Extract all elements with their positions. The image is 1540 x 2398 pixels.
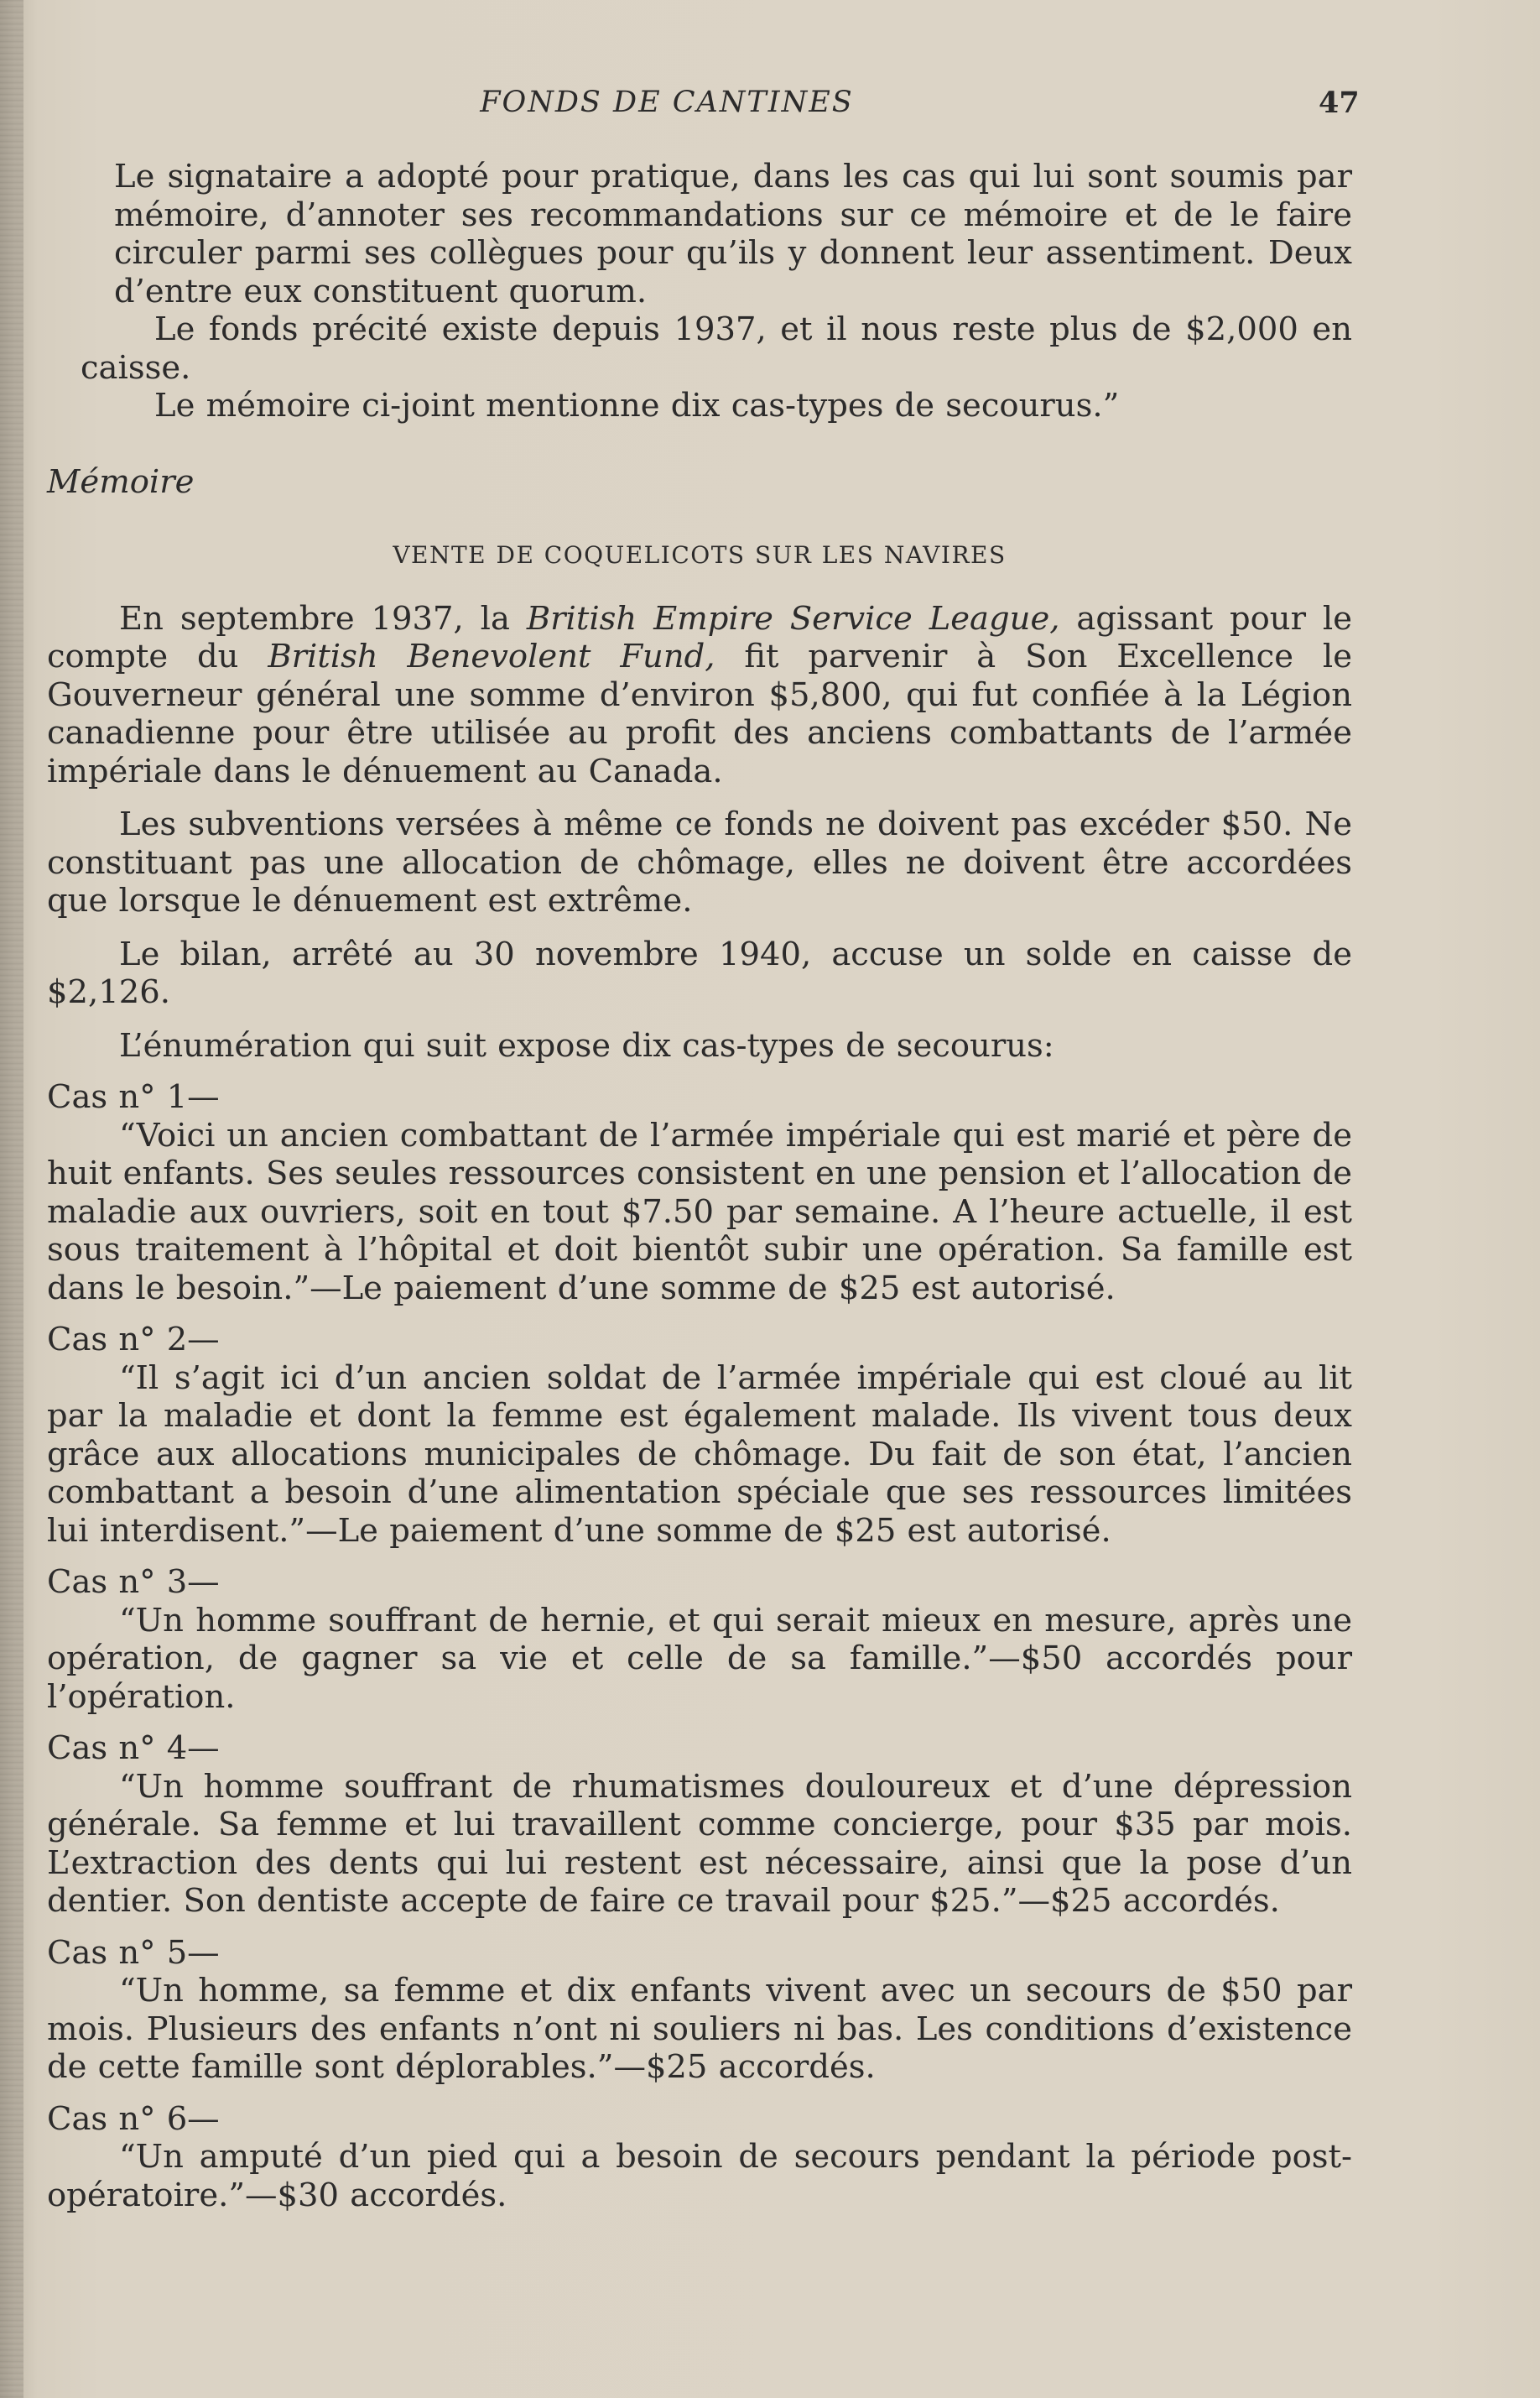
case-2-label: Cas n° 2— (47, 1321, 220, 1358)
case-4-text: “Un homme souffrant de rhumatismes douloureux et d’une dépression générale. Sa femme et lui travaillent comme concierge, pour $35 par mois. L’extraction des dents qui lui restent est nécessaire, ainsi que la pose d’un dentier. Son dentiste accepte de faire ce travail pour $25.”—$25 accordés. (47, 1767, 1352, 1920)
body-paragraph-4: L’énumération qui suit expose dix cas-types de secourus: (119, 1026, 1054, 1065)
body-paragraph-3: Le bilan, arrêté au 30 novembre 1940, accuse un solde en caisse de $2,126. (47, 935, 1352, 1011)
case-5-label: Cas n° 5— (47, 1933, 220, 1972)
body-paragraph-1-text-c: fit parvenir à Son Excellence le Gouverneur général une somme d’environ $5,800, qui fut confiée à la Légion canadienne pour être utilisée au profit des anciens combattants de l’armée impériale dans le dénuement au Canada. (47, 638, 1352, 790)
body-paragraph-2: Les subventions versées à même ce fonds ne doivent pas excéder $50. Ne constituant pas une allocation de chômage, elles ne doivent être accordées que lorsque le dénuement est extrême. (47, 805, 1352, 920)
case-6-text: “Un amputé d’un pied qui a besoin de secours pendant la période post-opératoire.”—$30 accordés. (47, 2138, 1352, 2214)
memoire-sidehead: Mémoire (47, 462, 195, 501)
case-3-text: “Un homme souffrant de hernie, et qui serait mieux en mesure, après une opération, de gagner sa vie et celle de sa famille.”—$50 accordés pour l’opération. (47, 1601, 1352, 1716)
case-2-text: “Il s’agit ici d’un ancien soldat de l’armée impériale qui est cloué au lit par la maladie et dont la femme est également malade. Ils vivent tous deux grâce aux allocations municipales de chômage. Du fait de son état, l’ancien combattant a besoin d’une alimentation spéciale que ses ressources limitées lui interdisent.”—Le paiement d’une somme de $25 est autorisé. (47, 1358, 1352, 1550)
case-1-label: Cas n° 1— (47, 1078, 220, 1116)
book-spine-shadow (0, 0, 23, 2398)
case-3-label: Cas n° 3— (47, 1563, 220, 1601)
running-header (0, 86, 1540, 128)
body-paragraph-1 (47, 600, 1352, 791)
running-title: FONDS DE CANTINES (480, 86, 854, 119)
british-empire-service-league: British Empire Service League, (526, 599, 1060, 638)
page-body (47, 158, 1352, 2214)
case-4-label: Cas n° 4— (47, 1729, 220, 1767)
british-benevolent-fund: British Benevolent Fund, (268, 638, 715, 675)
page-number: 47 (1319, 86, 1360, 120)
body-paragraph-1-text-a: En septembre 1937, la (119, 599, 527, 638)
intro-paragraph-1: Le signataire a adopté pour pratique, dans les cas qui lui sont soumis par mémoire, d’annoter ses recommandations sur ce mémoire et de le faire circuler parmi ses collègues pour qu’ils y donnent leur assentiment. Deux d’entre eux constituent quorum. (114, 158, 1352, 310)
body-paragraph-1-text-b: agissant pour le compte du (47, 599, 1353, 675)
section-title: VENTE DE COQUELICOTS SUR LES NAVIRES (393, 541, 1007, 569)
case-1-text: “Voici un ancien combattant de l’armée impériale qui est marié et père de huit enfants. Ses seules ressources consistent en une pension et l’allocation de maladie aux ouvriers, soit en tout $7.50 par semaine. A l’heure actuelle, il est sous traitement à l’hôpital et doit bientôt subir une opération. Sa famille est dans le besoin.”—Le paiement d’une somme de $25 est autorisé. (47, 1116, 1352, 1307)
intro-paragraph-3: Le mémoire ci-joint mentionne dix cas-types de secourus.” (154, 387, 1120, 425)
intro-paragraph-2: Le fonds précité existe depuis 1937, et il nous reste plus de $2,000 en caisse. (81, 310, 1352, 387)
case-5-text: “Un homme, sa femme et dix enfants vivent avec un secours de $50 par mois. Plusieurs des enfants n’ont ni souliers ni bas. Les conditions d’existence de cette famille sont déplorables.”—$25 accordés. (47, 1972, 1352, 2086)
case-6-label: Cas n° 6— (47, 2099, 220, 2138)
